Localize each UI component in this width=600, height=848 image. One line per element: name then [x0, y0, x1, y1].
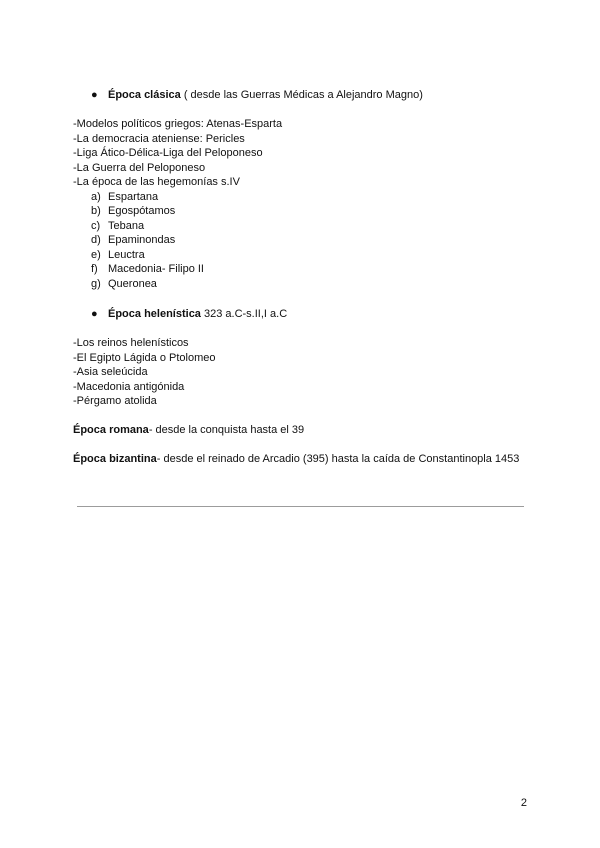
list-item-text: Queronea — [108, 277, 157, 290]
heading-subtitle: ( desde las Guerras Médicas a Alejandro Magno) — [180, 89, 423, 101]
heading-title: Época clásica — [108, 89, 181, 101]
paragraph-epoca-romana — [73, 423, 304, 438]
heading-epoca-helenistica — [91, 307, 287, 322]
heading-title: Época helenística — [108, 308, 201, 320]
paragraph-title: Época bizantina — [73, 453, 157, 465]
list-marker: f) — [91, 263, 98, 275]
horizontal-divider — [77, 506, 524, 507]
paragraph-text: - desde el reinado de Arcadio (395) hasta la caída de Constantinopla 1453 — [156, 453, 520, 465]
list-item-text: Macedonia- Filipo II — [108, 263, 204, 275]
text-line: -Liga Ático-Délica-Liga del Peloponeso — [73, 147, 263, 159]
text-line: -Asia seleúcida — [73, 366, 148, 378]
list-item-text: Leuctra — [108, 248, 145, 261]
list-item-text: Egospótamos — [108, 205, 176, 217]
heading-subtitle: 323 a.C-s.II,I a.C — [200, 308, 288, 320]
list-marker: e) — [91, 248, 101, 261]
page-number: 2 — [520, 797, 527, 809]
list-marker: c) — [91, 219, 101, 232]
text-line: -Modelos políticos griegos: Atenas-Esparta — [73, 118, 283, 130]
text-line: -La democracia ateniense: Pericles — [73, 132, 245, 145]
text-line: -El Egipto Lágida o Ptolomeo — [73, 351, 216, 364]
list-item-text: Espartana — [108, 190, 159, 203]
bullet-icon: ● — [91, 308, 98, 320]
paragraph-title: Época romana — [73, 424, 149, 436]
list-item-text: Epaminondas — [108, 234, 176, 246]
text-line: -Pérgamo atolida — [73, 395, 157, 407]
text-line: -Macedonia antigónida — [73, 380, 185, 393]
paragraph-epoca-bizantina — [73, 452, 519, 467]
list-marker: b) — [91, 205, 101, 217]
list-item-text: Tebana — [108, 219, 145, 232]
heading-epoca-clasica — [91, 88, 423, 103]
text-line: -Los reinos helenísticos — [73, 337, 189, 349]
text-line: -La época de las hegemonías s.IV — [73, 176, 240, 188]
list-marker: d) — [91, 234, 101, 246]
list-marker: a) — [91, 190, 101, 203]
list-marker: g) — [91, 277, 101, 290]
text-line: -La Guerra del Peloponeso — [73, 161, 206, 174]
paragraph-text: - desde la conquista hasta el 39 — [148, 424, 305, 436]
bullet-icon: ● — [91, 89, 98, 101]
